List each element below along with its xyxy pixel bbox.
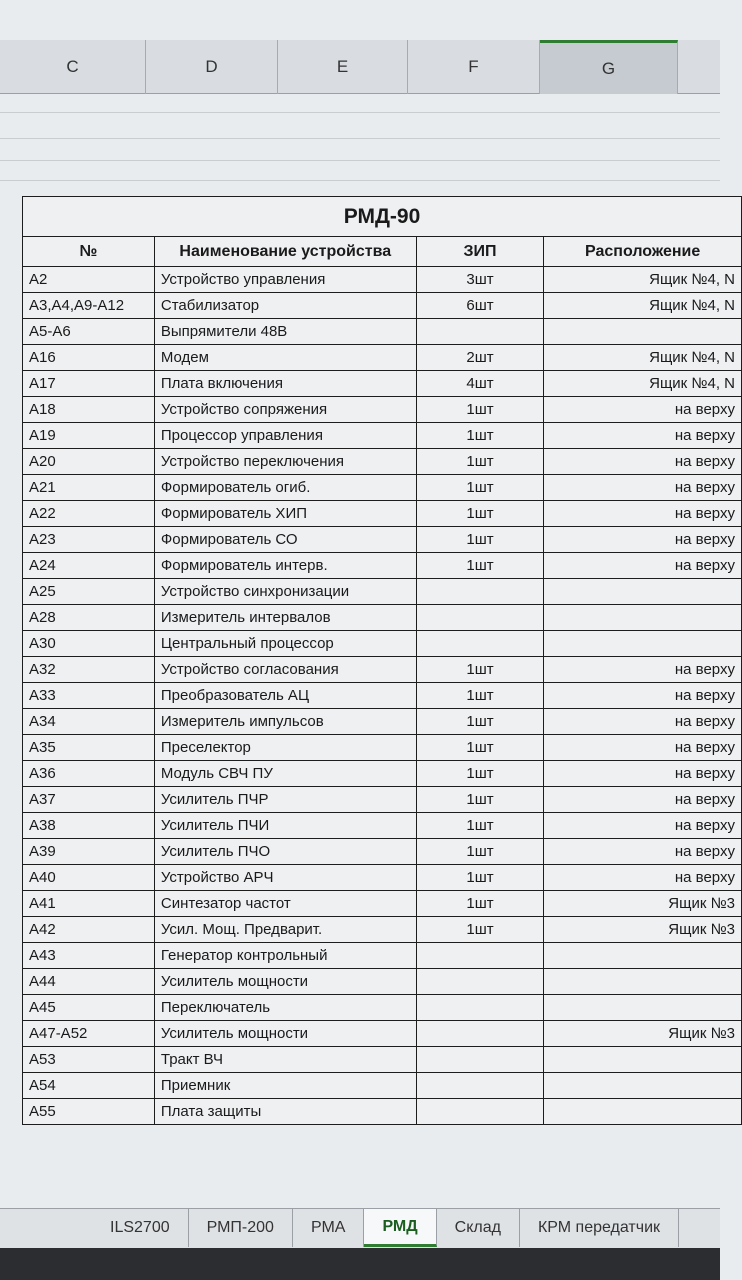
cell-spare-parts[interactable]: 1шт bbox=[416, 683, 544, 709]
cell-spare-parts[interactable] bbox=[416, 995, 544, 1021]
column-header-d[interactable]: D bbox=[146, 40, 278, 94]
cell-spare-parts[interactable]: 1шт bbox=[416, 397, 544, 423]
table-row bbox=[23, 527, 742, 553]
cell-location[interactable] bbox=[544, 605, 742, 631]
cell-spare-parts[interactable] bbox=[416, 579, 544, 605]
cell-device-name[interactable]: Синтезатор частот bbox=[154, 891, 416, 917]
cell-device-name[interactable]: Генератор контрольный bbox=[154, 943, 416, 969]
cell-location[interactable]: на верху bbox=[544, 709, 742, 735]
cell-device-name[interactable]: Устройство согласования bbox=[154, 657, 416, 683]
table-row bbox=[23, 865, 742, 891]
cell-spare-parts[interactable] bbox=[416, 969, 544, 995]
cell-device-name[interactable]: Устройство сопряжения bbox=[154, 397, 416, 423]
table-row bbox=[23, 839, 742, 865]
table-row bbox=[23, 969, 742, 995]
cell-location[interactable]: Ящик №4, N bbox=[544, 371, 742, 397]
cell-number[interactable]: A21 bbox=[23, 475, 155, 501]
cell-number[interactable]: A25 bbox=[23, 579, 155, 605]
cell-number[interactable]: A20 bbox=[23, 449, 155, 475]
cell-number[interactable]: A53 bbox=[23, 1047, 155, 1073]
cell-location[interactable]: на верху bbox=[544, 787, 742, 813]
table-row bbox=[23, 631, 742, 657]
cell-number[interactable]: A3,A4,A9-A12 bbox=[23, 293, 155, 319]
cell-number[interactable]: A42 bbox=[23, 917, 155, 943]
sheet-tab[interactable]: Склад bbox=[437, 1209, 520, 1247]
cell-device-name[interactable]: Усил. Мощ. Предварит. bbox=[154, 917, 416, 943]
cell-location[interactable]: на верху bbox=[544, 865, 742, 891]
cell-number[interactable]: A34 bbox=[23, 709, 155, 735]
cell-location[interactable] bbox=[544, 1099, 742, 1125]
table-row bbox=[23, 683, 742, 709]
table-row bbox=[23, 657, 742, 683]
cell-number[interactable]: A37 bbox=[23, 787, 155, 813]
cell-spare-parts[interactable]: 1шт bbox=[416, 449, 544, 475]
table-row bbox=[23, 1099, 742, 1125]
cell-location[interactable] bbox=[544, 943, 742, 969]
cell-spare-parts[interactable]: 1шт bbox=[416, 709, 544, 735]
header-spare-parts[interactable]: ЗИП bbox=[416, 237, 544, 267]
sheet-tab[interactable]: КРМ передатчик bbox=[520, 1209, 679, 1247]
header-number[interactable]: № bbox=[23, 237, 155, 267]
column-header-f[interactable]: F bbox=[408, 40, 540, 94]
cell-number[interactable]: A43 bbox=[23, 943, 155, 969]
cell-location[interactable] bbox=[544, 579, 742, 605]
rmd-table-region[interactable] bbox=[22, 196, 735, 1125]
sheet-tab[interactable]: РМД bbox=[364, 1209, 436, 1247]
cell-spare-parts[interactable]: 1шт bbox=[416, 917, 544, 943]
cell-device-name[interactable]: Формирователь ХИП bbox=[154, 501, 416, 527]
table-row bbox=[23, 891, 742, 917]
cell-spare-parts[interactable]: 1шт bbox=[416, 475, 544, 501]
column-header-e[interactable]: E bbox=[278, 40, 408, 94]
cell-number[interactable]: A17 bbox=[23, 371, 155, 397]
cell-location[interactable]: на верху bbox=[544, 735, 742, 761]
cell-spare-parts[interactable]: 1шт bbox=[416, 527, 544, 553]
cell-device-name[interactable]: Модуль СВЧ ПУ bbox=[154, 761, 416, 787]
cell-device-name[interactable]: Усилитель мощности bbox=[154, 969, 416, 995]
cell-number[interactable]: A23 bbox=[23, 527, 155, 553]
table-row bbox=[23, 787, 742, 813]
table-row bbox=[23, 605, 742, 631]
table-row bbox=[23, 735, 742, 761]
table-row bbox=[23, 449, 742, 475]
cell-number[interactable]: A54 bbox=[23, 1073, 155, 1099]
cell-spare-parts[interactable] bbox=[416, 1021, 544, 1047]
cell-location[interactable]: Ящик №3 bbox=[544, 1021, 742, 1047]
table-row bbox=[23, 813, 742, 839]
sheet-tabs-bar bbox=[0, 1208, 720, 1248]
table-row bbox=[23, 1073, 742, 1099]
table-row bbox=[23, 397, 742, 423]
cell-number[interactable]: A39 bbox=[23, 839, 155, 865]
table-row bbox=[23, 267, 742, 293]
table-row bbox=[23, 475, 742, 501]
cell-spare-parts[interactable]: 1шт bbox=[416, 839, 544, 865]
cell-number[interactable]: A2 bbox=[23, 267, 155, 293]
cell-device-name[interactable]: Плата включения bbox=[154, 371, 416, 397]
cell-spare-parts[interactable]: 1шт bbox=[416, 423, 544, 449]
cell-spare-parts[interactable] bbox=[416, 605, 544, 631]
cell-spare-parts[interactable]: 1шт bbox=[416, 865, 544, 891]
header-location[interactable]: Расположение bbox=[544, 237, 742, 267]
cell-device-name[interactable]: Измеритель интервалов bbox=[154, 605, 416, 631]
cell-location[interactable]: Ящик №4, N bbox=[544, 267, 742, 293]
cell-location[interactable] bbox=[544, 319, 742, 345]
cell-number[interactable]: A36 bbox=[23, 761, 155, 787]
cell-number[interactable]: A35 bbox=[23, 735, 155, 761]
cell-number[interactable]: A33 bbox=[23, 683, 155, 709]
cell-device-name[interactable]: Формирователь огиб. bbox=[154, 475, 416, 501]
table-row bbox=[23, 371, 742, 397]
cell-spare-parts[interactable]: 1шт bbox=[416, 501, 544, 527]
table-row bbox=[23, 423, 742, 449]
cell-location[interactable]: на верху bbox=[544, 397, 742, 423]
cell-number[interactable]: A45 bbox=[23, 995, 155, 1021]
cell-number[interactable]: A30 bbox=[23, 631, 155, 657]
table-row bbox=[23, 579, 742, 605]
cell-spare-parts[interactable]: 6шт bbox=[416, 293, 544, 319]
cell-device-name[interactable]: Устройство переключения bbox=[154, 449, 416, 475]
cell-device-name[interactable]: Процессор управления bbox=[154, 423, 416, 449]
cell-spare-parts[interactable]: 4шт bbox=[416, 371, 544, 397]
cell-spare-parts[interactable]: 1шт bbox=[416, 553, 544, 579]
cell-number[interactable]: A38 bbox=[23, 813, 155, 839]
cell-location[interactable]: на верху bbox=[544, 449, 742, 475]
table-title[interactable]: РМД-90 bbox=[23, 197, 742, 237]
cell-device-name[interactable]: Приемник bbox=[154, 1073, 416, 1099]
cell-device-name[interactable]: Усилитель ПЧИ bbox=[154, 813, 416, 839]
cell-number[interactable]: A47-A52 bbox=[23, 1021, 155, 1047]
column-header-c[interactable]: C bbox=[0, 40, 146, 94]
cell-device-name[interactable]: Формирователь интерв. bbox=[154, 553, 416, 579]
cell-number[interactable]: A19 bbox=[23, 423, 155, 449]
sheet-tab[interactable]: РМА bbox=[293, 1209, 365, 1247]
cell-spare-parts[interactable] bbox=[416, 1073, 544, 1099]
table-row bbox=[23, 1021, 742, 1047]
cell-location[interactable]: Ящик №3 bbox=[544, 917, 742, 943]
cell-spare-parts[interactable] bbox=[416, 943, 544, 969]
table-row bbox=[23, 917, 742, 943]
table-row bbox=[23, 319, 742, 345]
cell-spare-parts[interactable] bbox=[416, 1047, 544, 1073]
cell-location[interactable] bbox=[544, 1073, 742, 1099]
cell-device-name[interactable]: Устройство управления bbox=[154, 267, 416, 293]
column-header-bar bbox=[0, 40, 720, 94]
cell-device-name[interactable]: Формирователь СО bbox=[154, 527, 416, 553]
equipment-table bbox=[22, 196, 742, 1125]
cell-location[interactable]: на верху bbox=[544, 527, 742, 553]
cell-device-name[interactable]: Устройство АРЧ bbox=[154, 865, 416, 891]
cell-number[interactable]: A41 bbox=[23, 891, 155, 917]
cell-spare-parts[interactable]: 3шт bbox=[416, 267, 544, 293]
column-header-g[interactable]: G bbox=[540, 40, 678, 94]
table-row bbox=[23, 553, 742, 579]
cell-number[interactable]: A32 bbox=[23, 657, 155, 683]
cell-number[interactable]: A22 bbox=[23, 501, 155, 527]
cell-spare-parts[interactable]: 2шт bbox=[416, 345, 544, 371]
cell-spare-parts[interactable]: 1шт bbox=[416, 813, 544, 839]
sheet-tab[interactable]: РМП-200 bbox=[189, 1209, 293, 1247]
cell-device-name[interactable]: Устройство синхронизации bbox=[154, 579, 416, 605]
cell-number[interactable]: A44 bbox=[23, 969, 155, 995]
cell-location[interactable]: на верху bbox=[544, 553, 742, 579]
cell-spare-parts[interactable]: 1шт bbox=[416, 787, 544, 813]
cell-device-name[interactable]: Центральный процессор bbox=[154, 631, 416, 657]
table-row bbox=[23, 709, 742, 735]
cell-location[interactable]: Ящик №4, N bbox=[544, 293, 742, 319]
cell-device-name[interactable]: Усилитель ПЧР bbox=[154, 787, 416, 813]
cell-location[interactable]: Ящик №4, N bbox=[544, 345, 742, 371]
cell-device-name[interactable]: Усилитель ПЧО bbox=[154, 839, 416, 865]
cell-location[interactable]: Ящик №3 bbox=[544, 891, 742, 917]
cell-number[interactable]: A40 bbox=[23, 865, 155, 891]
cell-device-name[interactable]: Переключатель bbox=[154, 995, 416, 1021]
cell-device-name[interactable]: Преселектор bbox=[154, 735, 416, 761]
cell-location[interactable] bbox=[544, 995, 742, 1021]
cell-spare-parts[interactable] bbox=[416, 1099, 544, 1125]
sheet-tab[interactable]: ILS2700 bbox=[92, 1209, 189, 1247]
cell-location[interactable]: на верху bbox=[544, 761, 742, 787]
header-device-name[interactable]: Наименование устройства bbox=[154, 237, 416, 267]
cell-number[interactable]: A16 bbox=[23, 345, 155, 371]
cell-device-name[interactable]: Тракт ВЧ bbox=[154, 1047, 416, 1073]
cell-number[interactable]: A55 bbox=[23, 1099, 155, 1125]
table-row bbox=[23, 345, 742, 371]
cell-device-name[interactable]: Преобразователь АЦ bbox=[154, 683, 416, 709]
table-row bbox=[23, 943, 742, 969]
cell-number[interactable]: A24 bbox=[23, 553, 155, 579]
cell-device-name[interactable]: Выпрямители 48В bbox=[154, 319, 416, 345]
cell-device-name[interactable]: Модем bbox=[154, 345, 416, 371]
cell-number[interactable]: A28 bbox=[23, 605, 155, 631]
cell-device-name[interactable]: Стабилизатор bbox=[154, 293, 416, 319]
cell-location[interactable]: на верху bbox=[544, 501, 742, 527]
cell-spare-parts[interactable]: 1шт bbox=[416, 657, 544, 683]
cell-spare-parts[interactable]: 1шт bbox=[416, 891, 544, 917]
screen-bezel bbox=[0, 1248, 720, 1280]
cell-spare-parts[interactable] bbox=[416, 631, 544, 657]
table-row bbox=[23, 501, 742, 527]
cell-spare-parts[interactable]: 1шт bbox=[416, 761, 544, 787]
cell-device-name[interactable]: Усилитель мощности bbox=[154, 1021, 416, 1047]
cell-location[interactable]: на верху bbox=[544, 683, 742, 709]
cell-location[interactable]: на верху bbox=[544, 475, 742, 501]
cell-location[interactable]: на верху bbox=[544, 423, 742, 449]
cell-device-name[interactable]: Плата защиты bbox=[154, 1099, 416, 1125]
cell-spare-parts[interactable] bbox=[416, 319, 544, 345]
cell-number[interactable]: A18 bbox=[23, 397, 155, 423]
cell-device-name[interactable]: Измеритель импульсов bbox=[154, 709, 416, 735]
cell-location[interactable]: на верху bbox=[544, 813, 742, 839]
cell-spare-parts[interactable]: 1шт bbox=[416, 735, 544, 761]
cell-location[interactable] bbox=[544, 969, 742, 995]
cell-location[interactable]: на верху bbox=[544, 839, 742, 865]
table-row bbox=[23, 995, 742, 1021]
cell-location[interactable] bbox=[544, 631, 742, 657]
cell-location[interactable] bbox=[544, 1047, 742, 1073]
cell-number[interactable]: A5-A6 bbox=[23, 319, 155, 345]
table-row bbox=[23, 1047, 742, 1073]
table-row bbox=[23, 293, 742, 319]
table-row bbox=[23, 761, 742, 787]
cell-location[interactable]: на верху bbox=[544, 657, 742, 683]
